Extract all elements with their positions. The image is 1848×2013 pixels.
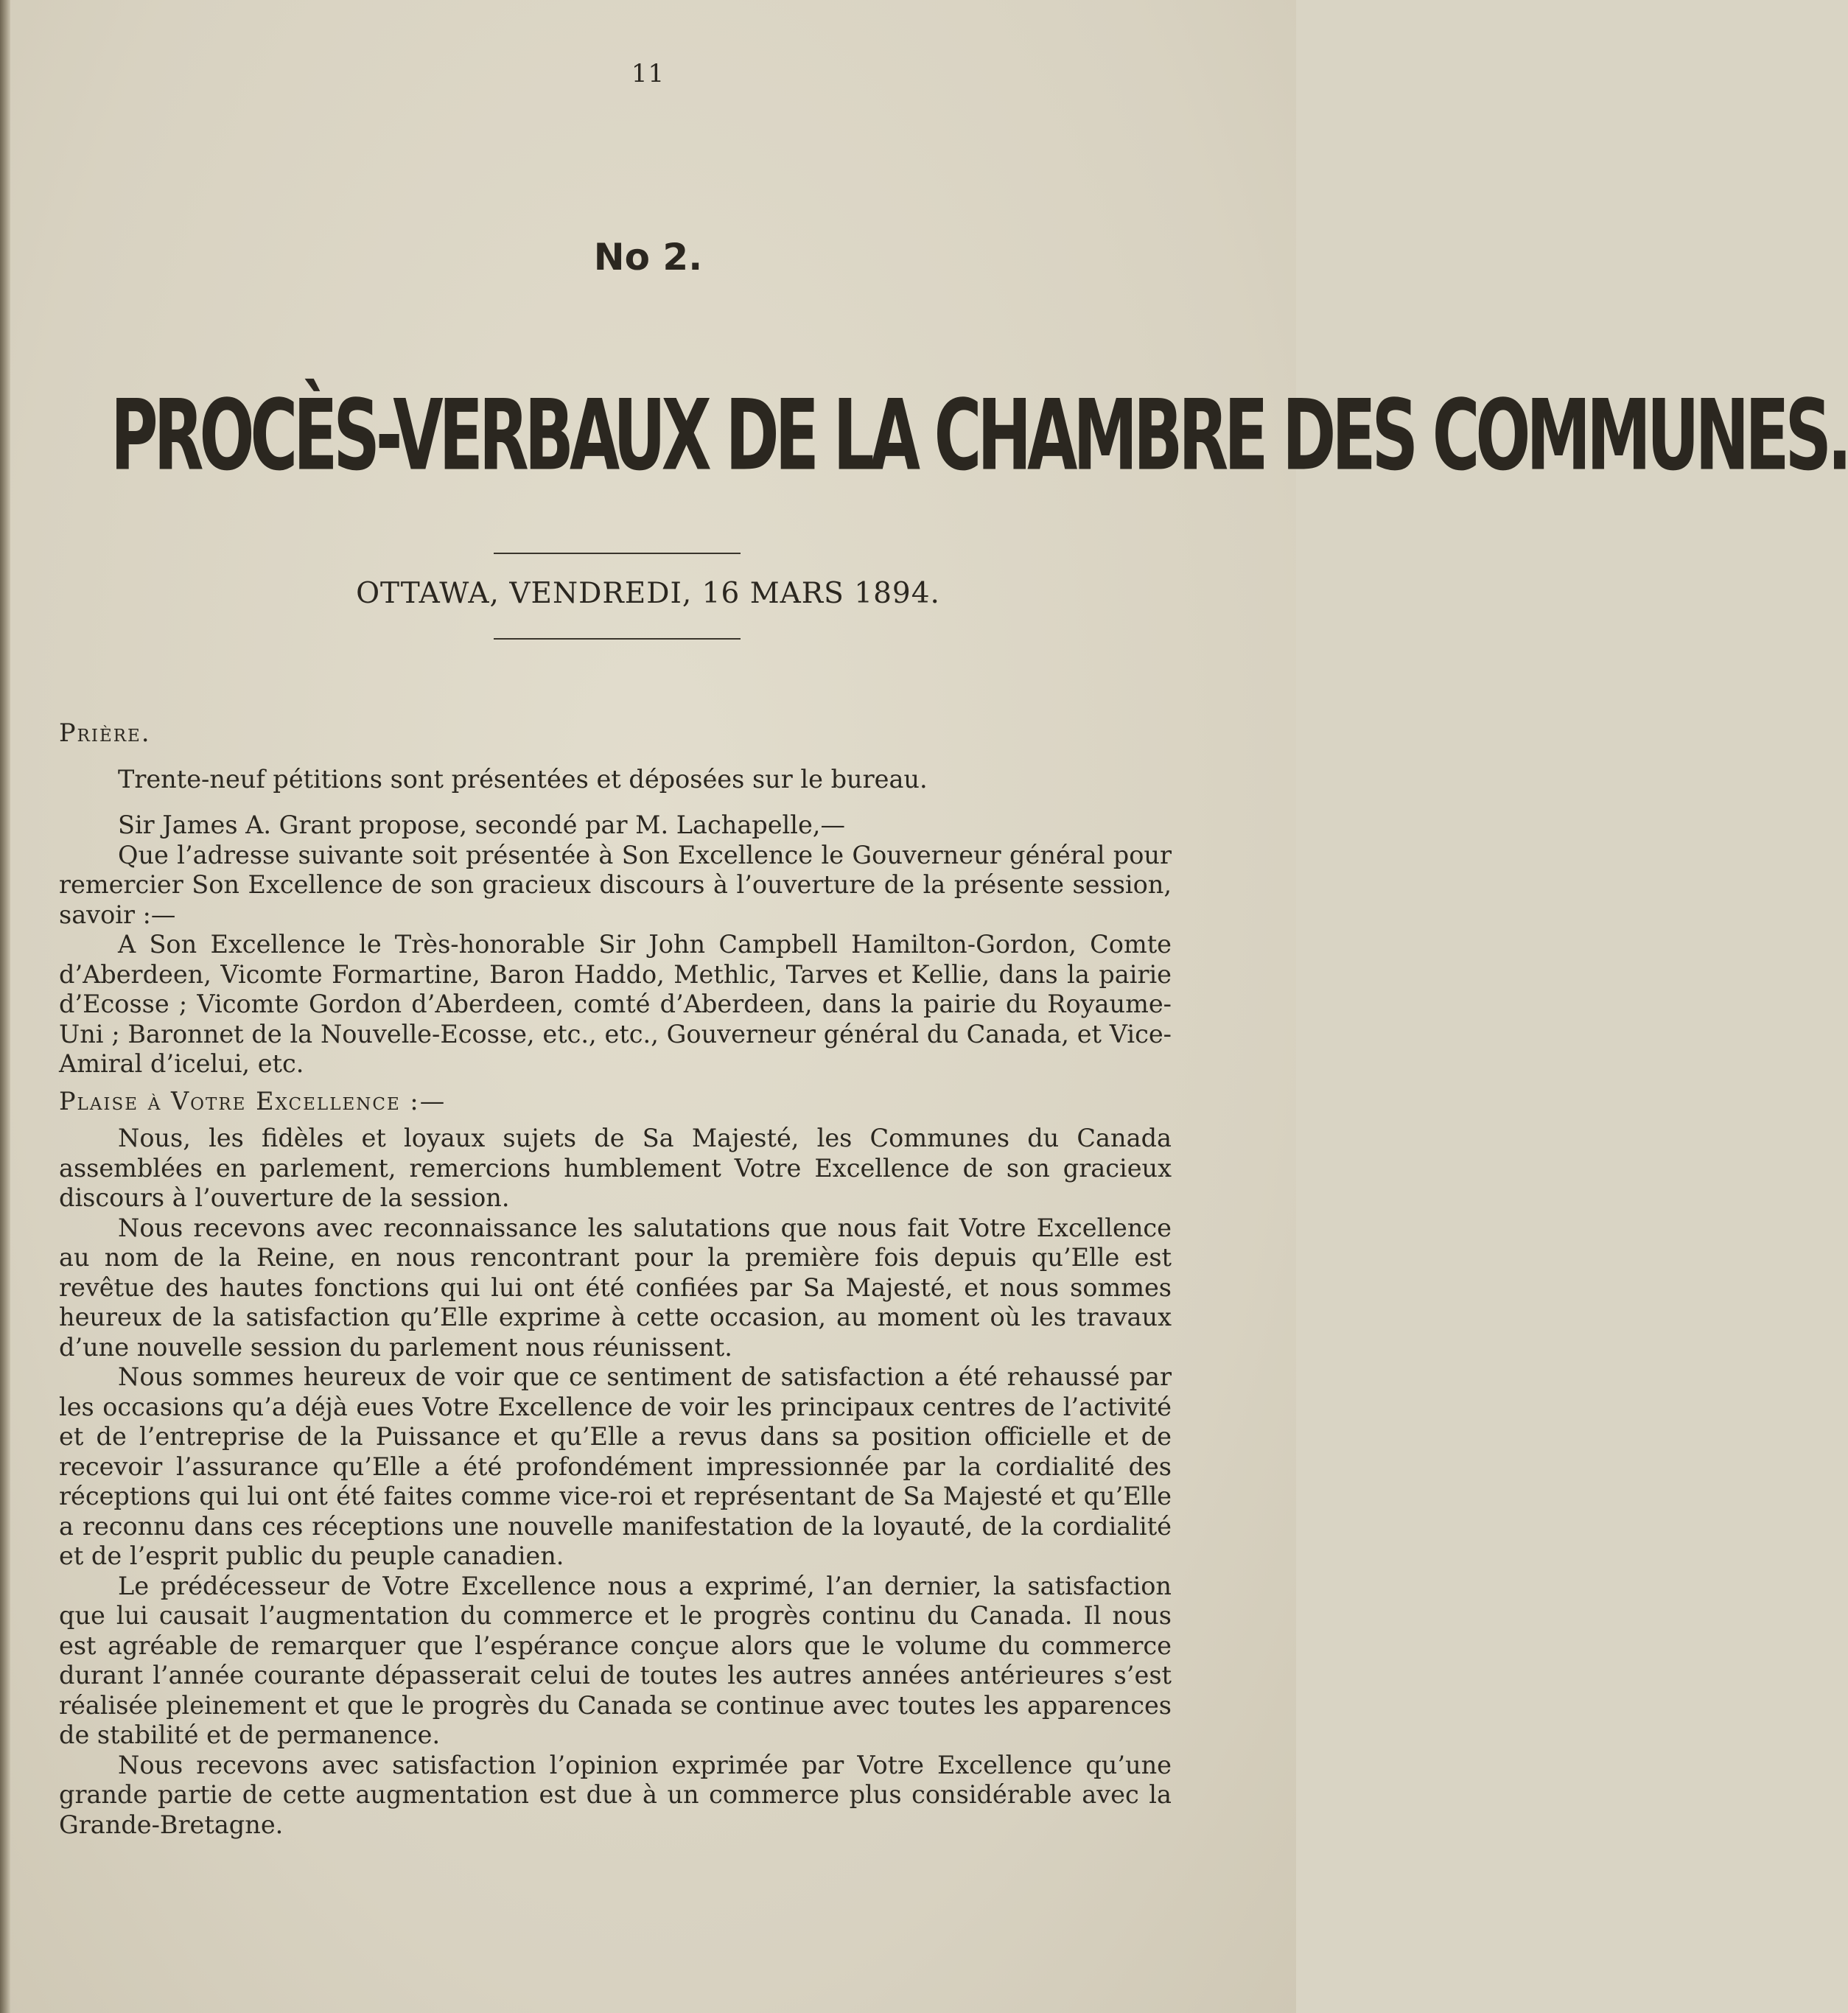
paragraph-3: Nous sommes heureux de voir que ce sentiment de satisfaction a été rehaussé par les occasions qu’a déjà eues Votre Excellence de voir les principaux centres de l’activité et de l’entreprise de la Puissance et qu’Elle a revus dans sa position officielle et de recevoir l’assurance qu’Elle a été profondément impressionnée par la cordialité des réceptions qui lui ont été faites comme vice-roi et représentant de Sa Majesté et qu’Elle a reconnu dans ces réceptions une nouvelle manifestation de la loyauté, de la cordialité et de l’esprit public du peuple canadien.	[59, 1362, 1172, 1570]
document-number: No 2.	[593, 236, 703, 279]
page-binding-edge	[0, 0, 10, 2013]
paragraph-destinataire: A Son Excellence le Très-honorable Sir John Campbell Hamilton-Gordon, Comte d’Aberdeen, Vicomte Formartine, Baron Haddo, Methlic, Tarves et Kellie, dans la pairie d’Ecosse ; Vicomte Gordon d’Aberdeen, comté d’Aberdeen, dans la pairie du Royaume-Uni ; Baronnet de la Nouvelle-Ecosse, etc., etc., Gouverneur général du Canada, et Vice-Amiral d’icelui, etc.	[59, 930, 1172, 1078]
divider-bottom	[494, 638, 741, 640]
paragraph-5: Nous recevons avec satisfaction l’opinion exprimée par Votre Excellence qu’une grande partie de cette augmentation est due à un commerce plus considérable avec la Grande-Bretagne.	[59, 1750, 1172, 1839]
dateline: OTTAWA, VENDREDI, 16 MARS 1894.	[356, 577, 940, 610]
page-title: PROCÈS-VERBAUX DE LA CHAMBRE DES COMMUNES.	[111, 379, 1848, 493]
divider-top	[494, 553, 741, 554]
plaise-heading: Plaise à Votre Excellence :—	[59, 1086, 447, 1116]
paragraph-4: Le prédécesseur de Votre Excellence nous a exprimé, l’an dernier, la satisfaction que lui causait l’augmentation du commerce et le progrès continu du Canada. Il nous est agréable de remarquer que l’espérance conçue alors que le volume du commerce durant l’année courante dépasserait celui de toutes les autres années antérieures s’est réalisée pleinement et que le progrès du Canada se continue avec toutes les apparences de stabilité et de permanence.	[59, 1571, 1172, 1749]
paragraph-1: Nous, les fidèles et loyaux sujets de Sa Majesté, les Communes du Canada assemblées en parlement, remercions humblement Votre Excellence de son gracieux discours à l’ouverture de la session.	[59, 1124, 1172, 1212]
paragraph-petitions: Trente-neuf pétitions sont présentées et déposées sur le bureau.	[118, 764, 928, 794]
paragraph-2: Nous recevons avec reconnaissance les salutations que nous fait Votre Excellence au nom de la Reine, en nous rencontrant pour la première fois depuis qu’Elle est revêtue des hautes fonctions qui lui ont été confiées par Sa Majesté, et nous sommes heureux de la satisfaction qu’Elle exprime à cette occasion, au moment où les travaux d’une nouvelle session du parlement nous réunissent.	[59, 1213, 1172, 1362]
paragraph-adresse: Que l’adresse suivante soit présentée à Son Excellence le Gouverneur général pour remercier Son Excellence de son gracieux discours à l’ouverture de la présente session, savoir :—	[59, 840, 1172, 929]
paragraph-motion: Sir James A. Grant propose, secondé par M. Lachapelle,—	[118, 811, 845, 839]
document-body	[59, 718, 1172, 1840]
page-number: 11	[631, 59, 665, 88]
priere-heading: Prière.	[59, 718, 151, 747]
